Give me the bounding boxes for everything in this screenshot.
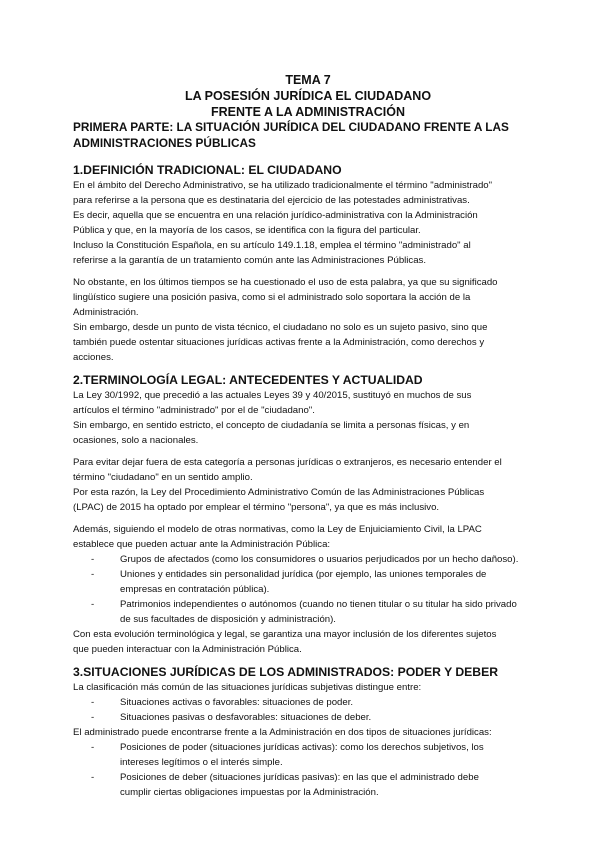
section-heading: 1.DEFINICIÓN TRADICIONAL: EL CIUDADANO <box>73 163 342 177</box>
text-line: Es decir, aquella que se encuentra en una relación jurídico-administrativa con la Administración <box>73 210 478 221</box>
text-line: acciones. <box>73 352 114 363</box>
text-line: Pública y que, en la mayoría de los casos, se identifica con la figura del particular. <box>73 225 421 236</box>
text-line: Con esta evolución terminológica y legal, se garantiza una mayor inclusión de los diferentes sujetos <box>73 629 497 640</box>
paragraph <box>73 680 543 695</box>
list-item <box>73 740 543 770</box>
title-line: FRENTE A LA ADMINISTRACIÓN <box>211 105 405 119</box>
text-line: No obstante, en los últimos tiempos se ha cuestionado el uso de esta palabra, ya que su significado <box>73 277 498 288</box>
document-title <box>73 72 543 120</box>
text-line: Para evitar dejar fuera de esta categoría a personas jurídicas o extranjeros, es necesario entender el <box>73 457 502 468</box>
section <box>73 373 543 657</box>
text-line: intereses legítimos o el interés simple. <box>120 757 283 768</box>
text-line: Uniones y entidades sin personalidad jurídica (por ejemplo, las uniones temporales de <box>120 569 487 580</box>
section <box>73 163 543 365</box>
list-item <box>73 552 543 567</box>
text-line: Además, siguiendo el modelo de otras normativas, como la Ley de Enjuiciamiento Civil, la LPAC <box>73 524 482 535</box>
text-line: para referirse a la persona que es destinataria del ejercicio de las potestades administrativas. <box>73 195 470 206</box>
text-line: Por esta razón, la Ley del Procedimiento Administrativo Común de las Administraciones Públicas <box>73 487 485 498</box>
paragraph <box>73 725 543 740</box>
text-line: cumplir ciertas obligaciones impuestas por la Administración. <box>120 787 379 798</box>
list-item <box>73 695 543 710</box>
list-item <box>73 597 543 627</box>
bullet-dash: - <box>91 554 95 565</box>
text-line: Sin embargo, en sentido estricto, el concepto de ciudadanía se limita a personas físicas, y en <box>73 420 470 431</box>
paragraph <box>73 388 543 448</box>
bullet-dash: - <box>91 742 95 753</box>
text-line: Patrimonios independientes o autónomos (cuando no tienen titular o su titular ha sido privado <box>120 599 517 610</box>
part-heading-line: ADMINISTRACIONES PÚBLICAS <box>73 135 256 150</box>
text-line: artículos el término "administrado" por el de "ciudadano". <box>73 405 315 416</box>
text-line: de sus facultades de disposición y administración). <box>120 614 336 625</box>
bullet-dash: - <box>91 599 95 610</box>
text-line: término "ciudadano" en un sentido amplio. <box>73 472 253 483</box>
text-line: Posiciones de deber (situaciones jurídicas pasivas): en las que el administrado debe <box>120 772 479 783</box>
list-item <box>73 567 543 597</box>
list-item <box>73 770 543 800</box>
paragraph <box>73 627 543 657</box>
text-line: Posiciones de poder (situaciones jurídicas activas): como los derechos subjetivos, los <box>120 742 484 753</box>
text-line: Sin embargo, desde un punto de vista técnico, el ciudadano no solo es un sujeto pasivo, sino que <box>73 322 488 333</box>
text-line: Grupos de afectados (como los consumidores o usuarios perjudicados por un hecho dañoso). <box>120 554 519 565</box>
paragraph <box>73 455 543 515</box>
text-line: establece que pueden actuar ante la Administración Pública: <box>73 539 331 550</box>
document-page <box>73 72 543 800</box>
text-line: referirse a la garantía de un tratamiento común ante las Administraciones Públicas. <box>73 255 427 266</box>
text-line: lingüístico sugiere una posición pasiva, como si el administrado solo soportara la acción de la <box>73 292 471 303</box>
text-line: El administrado puede encontrarse frente a la Administración en dos tipos de situaciones jurídicas: <box>73 727 492 738</box>
text-line: también puede ostentar situaciones jurídicas activas frente a la Administración, como derechos y <box>73 337 485 348</box>
text-line: ocasiones, solo a nacionales. <box>73 435 199 446</box>
text-line: empresas en contratación pública). <box>120 584 270 595</box>
sections <box>73 163 543 800</box>
section-heading: 3.SITUACIONES JURÍDICAS DE LOS ADMINISTRADOS: PODER Y DEBER <box>73 665 499 679</box>
section <box>73 665 543 800</box>
text-line: que pueden interactuar con la Administración Pública. <box>73 644 302 655</box>
text-line: Incluso la Constitución Española, en su artículo 149.1.18, emplea el término "administrado" al <box>73 240 471 251</box>
paragraph <box>73 275 543 365</box>
paragraph <box>73 178 543 268</box>
paragraph <box>73 522 543 552</box>
part-heading-line: PRIMERA PARTE: LA SITUACIÓN JURÍDICA DEL CIUDADANO FRENTE A LAS <box>73 120 509 134</box>
text-line: (LPAC) de 2015 ha optado por emplear el término "persona", ya que es más inclusivo. <box>73 502 440 513</box>
text-line: Situaciones activas o favorables: situaciones de poder. <box>120 697 354 708</box>
text-line: En el ámbito del Derecho Administrativo, se ha utilizado tradicionalmente el término "administrado" <box>73 180 493 191</box>
list-item <box>73 710 543 725</box>
text-line: Situaciones pasivas o desfavorables: situaciones de deber. <box>120 712 372 723</box>
section-heading: 2.TERMINOLOGÍA LEGAL: ANTECEDENTES Y ACTUALIDAD <box>73 373 423 387</box>
part-heading <box>73 120 543 151</box>
bullet-dash: - <box>91 712 95 723</box>
bullet-dash: - <box>91 569 95 580</box>
bullet-dash: - <box>91 697 95 708</box>
bullet-dash: - <box>91 772 95 783</box>
text-line: La clasificación más común de las situaciones jurídicas subjetivas distingue entre: <box>73 682 422 693</box>
title-line: LA POSESIÓN JURÍDICA EL CIUDADANO <box>184 89 432 103</box>
text-line: La Ley 30/1992, que precedió a las actuales Leyes 39 y 40/2015, sustituyó en muchos de sus <box>73 390 472 401</box>
title-line: TEMA 7 <box>285 73 331 87</box>
text-line: Administración. <box>73 307 139 318</box>
